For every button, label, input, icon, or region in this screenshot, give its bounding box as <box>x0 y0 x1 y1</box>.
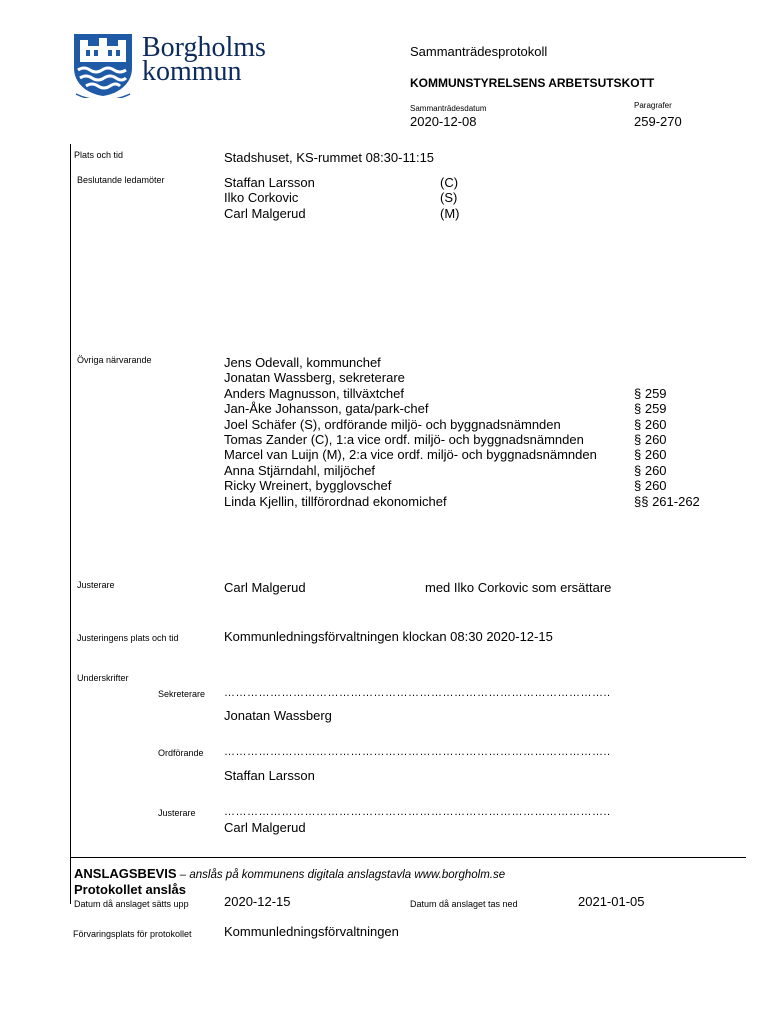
adjuster-substitute: med Ilko Corkovic som ersättare <box>425 580 612 595</box>
posted-date: 2020-12-15 <box>224 894 291 909</box>
chair-signature-line: ……………………………………………………………………………………….. <box>224 746 611 758</box>
list-item <box>224 205 460 221</box>
list-item <box>224 370 714 385</box>
adjust-place-label: Justeringens plats och tid <box>77 633 179 643</box>
others-label: Övriga närvarande <box>77 355 152 365</box>
committee-name: KOMMUNSTYRELSENS ARBETSUTSKOTT <box>410 76 655 90</box>
list-item <box>224 417 714 432</box>
attendee-paragraph: § 259 <box>634 385 667 401</box>
attendee-text: Tomas Zander (C), 1:a vice ordf. miljö- och byggnadsnämnden <box>224 432 584 448</box>
notice-title: ANSLAGSBEVIS <box>74 866 177 881</box>
member-name: Carl Malgerud <box>224 205 306 221</box>
member-party: (S) <box>440 190 458 206</box>
chair-label: Ordförande <box>158 748 204 758</box>
coat-of-arms-icon <box>72 32 134 98</box>
removed-date: 2021-01-05 <box>578 894 645 909</box>
adjuster-signature-line: ……………………………………………………………………………………….. <box>224 806 611 818</box>
attendee-text: Anders Magnusson, tillväxtchef <box>224 385 404 401</box>
attendee-text: Joel Schäfer (S), ordförande miljö- och byggnadsnämnden <box>224 416 561 432</box>
attendee-text: Anna Stjärndahl, miljöchef <box>224 462 376 478</box>
signatures-label: Underskrifter <box>77 673 129 683</box>
municipality-logo <box>72 32 134 103</box>
adjuster-sign-name: Carl Malgerud <box>224 820 306 835</box>
members-label: Beslutande ledamöter <box>77 175 165 185</box>
members-list <box>224 175 460 221</box>
attendee-paragraph: § 259 <box>634 401 667 417</box>
notice-heading <box>74 866 505 881</box>
attendee-paragraph: § 260 <box>634 432 667 448</box>
removed-date-label: Datum då anslaget tas ned <box>410 899 518 909</box>
attendee-paragraph: §§ 261-262 <box>634 493 700 509</box>
document-type: Sammanträdesprotokoll <box>410 44 548 59</box>
list-item <box>224 175 459 190</box>
storage-value: Kommunledningsförvaltningen <box>224 924 399 939</box>
list-item <box>224 494 714 509</box>
list-item <box>224 190 458 206</box>
member-name: Staffan Larsson <box>224 175 315 190</box>
chair-name: Staffan Larsson <box>224 768 315 783</box>
secretary-signature-line: ……………………………………………………………………………………….. <box>224 687 611 699</box>
place-value: Stadshuset, KS-rummet 08:30-11:15 <box>224 150 435 165</box>
adjust-place-value: Kommunledningsförvaltningen klockan 08:30 2020-12-15 <box>224 629 553 644</box>
adjuster-label: Justerare <box>77 580 115 590</box>
attendee-text: Jan-Åke Johansson, gata/park-chef <box>224 401 429 417</box>
member-name: Ilko Corkovic <box>224 190 299 206</box>
place-label: Plats och tid <box>74 150 124 160</box>
attendee-text: Jonatan Wassberg, sekreterare <box>224 370 405 386</box>
attendee-paragraph: § 260 <box>634 462 667 478</box>
logo-text-line1: Borgholms <box>142 32 266 63</box>
list-item <box>224 432 714 447</box>
storage-label: Förvaringsplats för protokollet <box>73 929 192 939</box>
posted-heading: Protokollet anslås <box>74 882 186 897</box>
secretary-name: Jonatan Wassberg <box>224 708 332 723</box>
attendee-paragraph: § 260 <box>634 447 667 463</box>
list-item <box>224 386 714 401</box>
list-item <box>224 447 714 462</box>
list-item <box>224 355 714 370</box>
adjuster-value: Carl Malgerud <box>224 580 306 595</box>
attendee-text: Jens Odevall, kommunchef <box>224 355 381 370</box>
others-list <box>224 355 714 509</box>
paragraphs-label: Paragrafer <box>634 101 672 110</box>
attendee-text: Ricky Wreinert, bygglovschef <box>224 478 392 494</box>
member-party: (C) <box>440 175 459 190</box>
attendee-paragraph: § 260 <box>634 416 667 432</box>
list-item <box>224 463 714 478</box>
adjuster-sign-label: Justerare <box>158 808 196 818</box>
notice-divider <box>70 857 746 858</box>
notice-subtitle: – anslås på kommunens digitala anslagstavla www.borgholm.se <box>176 869 506 881</box>
secretary-label: Sekreterare <box>158 689 206 699</box>
attendee-text: Linda Kjellin, tillförordnad ekonomichef <box>224 493 447 509</box>
meeting-date: 2020-12-08 <box>410 114 477 129</box>
attendee-paragraph: § 260 <box>634 478 667 494</box>
meeting-date-label: Sammanträdesdatum <box>410 104 487 113</box>
paragraphs-value: 259-270 <box>634 114 682 129</box>
list-item <box>224 401 714 416</box>
member-party: (M) <box>440 205 460 221</box>
attendee-text: Marcel van Luijn (M), 2:a vice ordf. miljö- och byggnadsnämnden <box>224 447 597 463</box>
list-item <box>224 478 714 493</box>
posted-date-label: Datum då anslaget sätts upp <box>74 899 189 909</box>
logo-text-line2: kommun <box>142 56 242 87</box>
left-margin-line <box>70 144 71 904</box>
